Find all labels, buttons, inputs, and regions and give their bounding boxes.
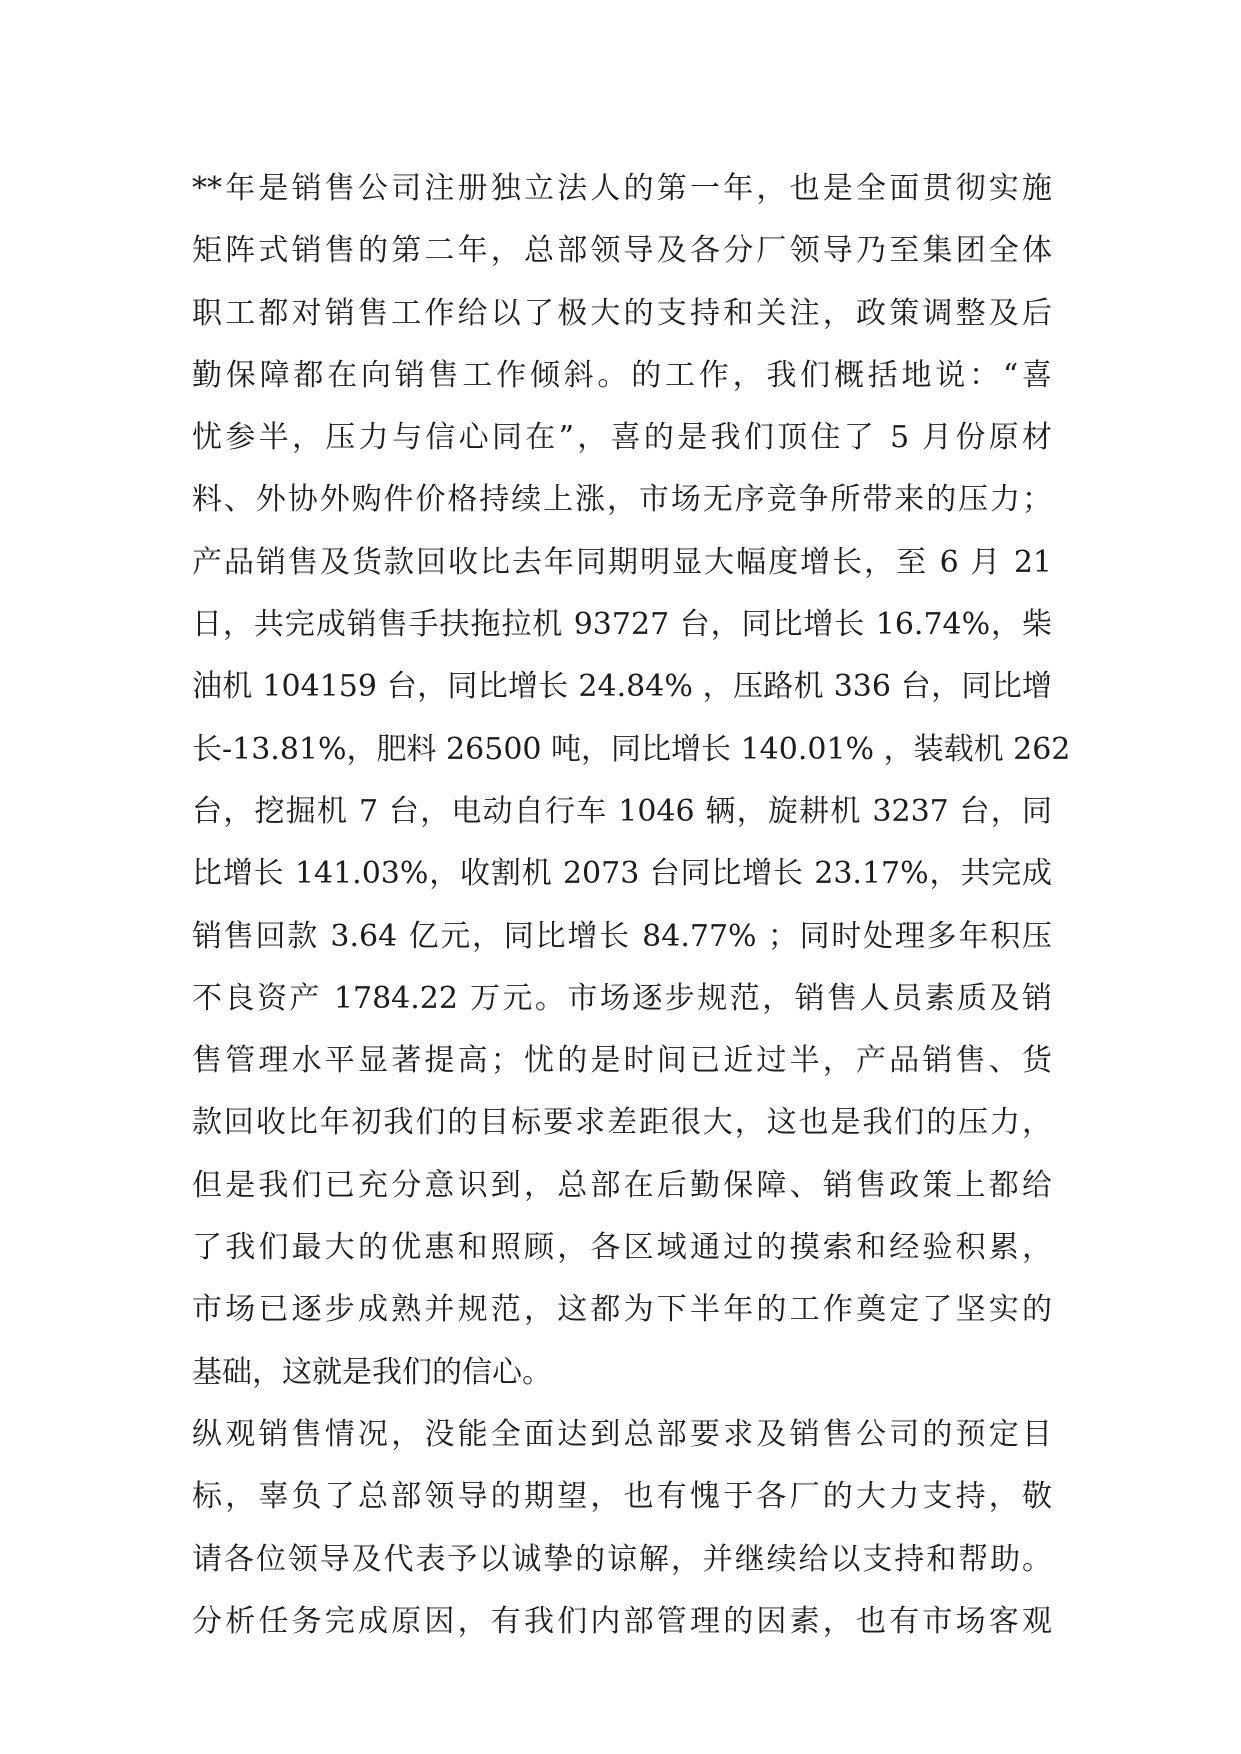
text-line: 请各位领导及代表予以诚挚的谅解，并继续给以支持和帮助。 (192, 1541, 1052, 1577)
text-line: 但是我们已充分意识到，总部在后勤保障、销售政策上都给 (192, 1167, 1052, 1203)
text-line: 售管理水平显著提高；忧的是时间已近过半，产品销售、货 (192, 1043, 1052, 1079)
text-line: 了我们最大的优惠和照顾，各区域通过的摸索和经验积累， (192, 1230, 1052, 1266)
text-line: 比增长 141.03%，收割机 2073 台同比增长 23.17%，共完成 (192, 856, 1052, 892)
text-line: 基础，这就是我们的信心。 (192, 1354, 552, 1390)
paragraph (192, 158, 1071, 1404)
text-line: 勤保障都在向销售工作倾斜。的工作，我们概括地说：“喜 (192, 357, 1052, 393)
text-line: 长-13.81%，肥料 26500 吨，同比增长 140.01% ，装载机 262 (192, 731, 1071, 767)
text-line: 料、外协外购件价格持续上涨，市场无序竞争所带来的压力； (192, 482, 1052, 518)
text-line: 市场已逐步成熟并规范，这都为下半年的工作奠定了坚实的 (192, 1292, 1052, 1328)
text-line: 不良资产 1784.22 万元。市场逐步规范，销售人员素质及销 (192, 980, 1052, 1016)
text-line: 标，辜负了总部领导的期望，也有愧于各厂的大力支持，敬 (192, 1479, 1052, 1515)
text-line: 日，共完成销售手扶拖拉机 93727 台，同比增长 16.74%，柴 (192, 607, 1052, 643)
text-line: 台，挖掘机 7 台，电动自行车 1046 辆，旋耕机 3237 台，同 (192, 793, 1052, 829)
text-line: 职工都对销售工作给以了极大的支持和关注，政策调整及后 (192, 295, 1052, 331)
text-line: **年是销售公司注册独立法人的第一年，也是全面贯彻实施 (192, 171, 1052, 206)
text-line: 纵观销售情况，没能全面达到总部要求及销售公司的预定目 (192, 1416, 1052, 1452)
text-line: 款回收比年初我们的目标要求差距很大，这也是我们的压力， (192, 1105, 1052, 1141)
text-line: 分析任务完成原因，有我们内部管理的因素，也有市场客观 (192, 1603, 1052, 1639)
text-line: 矩阵式销售的第二年，总部领导及各分厂领导乃至集团全体 (192, 233, 1052, 269)
text-line: 忧参半，压力与信心同在”，喜的是我们顶住了 5 月份原材 (192, 420, 1052, 456)
text-line: 产品销售及货款回收比去年同期明显大幅度增长，至 6 月 21 (192, 544, 1052, 580)
paragraph (192, 1404, 1052, 1591)
document-body (192, 158, 1071, 1653)
paragraph (192, 1591, 1052, 1653)
text-line: 销售回款 3.64 亿元，同比增长 84.77% ；同时处理多年积压 (192, 918, 1052, 954)
text-line: 油机 104159 台，同比增长 24.84% ，压路机 336 台，同比增 (192, 669, 1052, 705)
